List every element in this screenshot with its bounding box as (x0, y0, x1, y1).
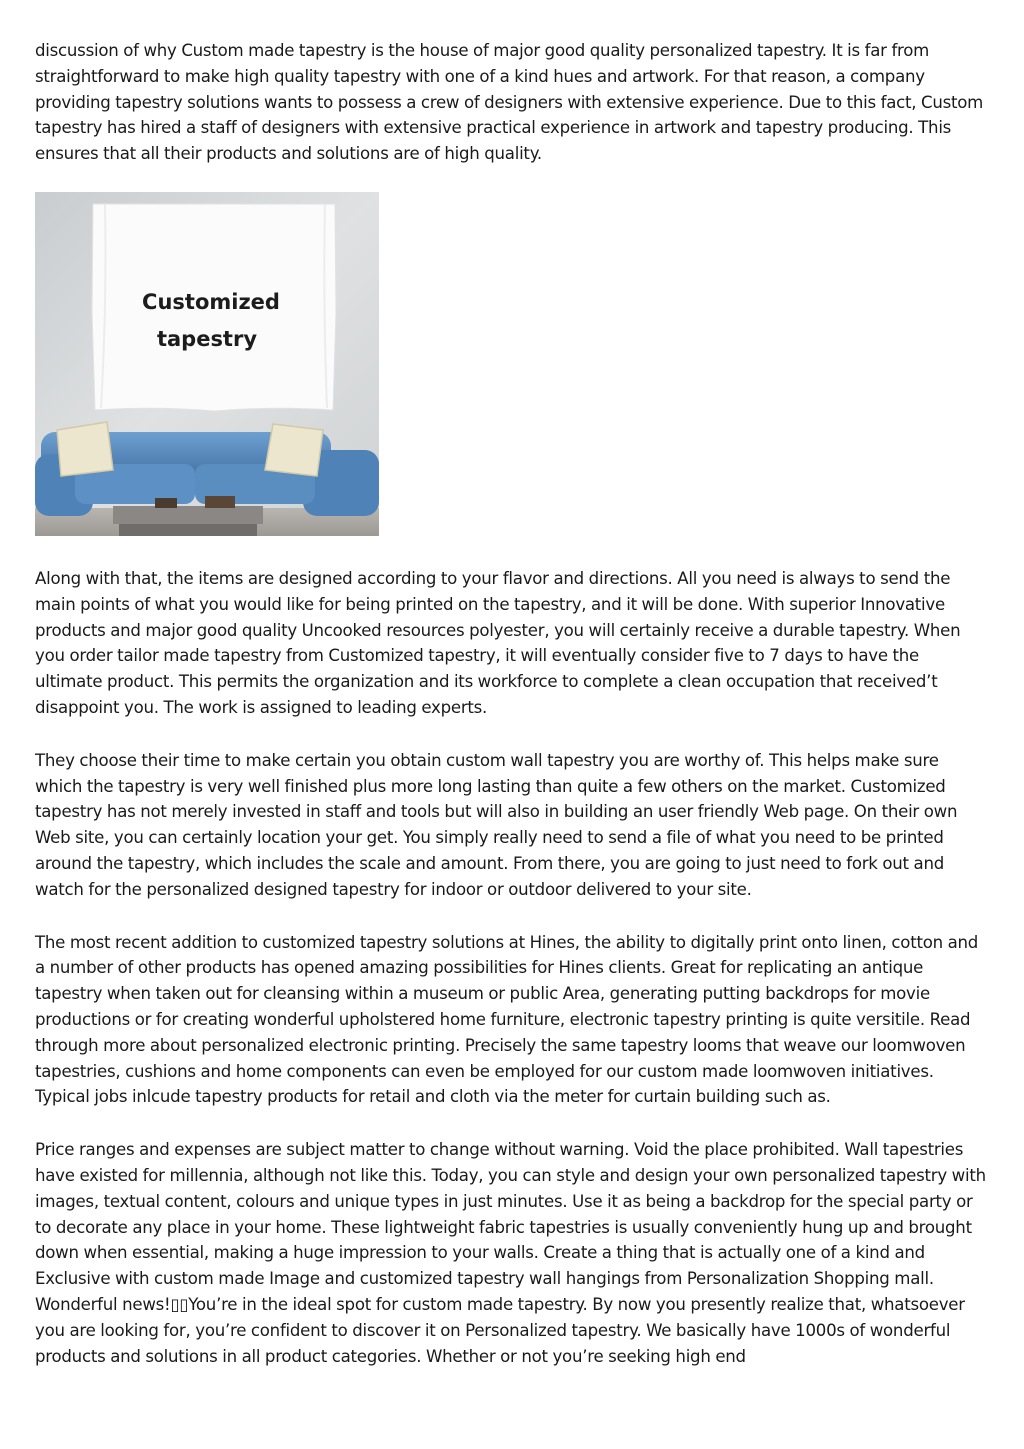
tapestry-photo (35, 192, 379, 536)
paragraph-3: They choose their time to make certain you obtain custom wall tapestry you are worthy of. This helps make sure which the tapestry is very well finished plus more long lasting than quite a few others on the market. Customized tapestry has not merely invested in staff and tools but will also in building an user friendly Web page. On their own Web site, you can certainly location your get. You simply really need to send a file of what you need to be printed around the tapestry, which includes the scale and amount. From there, you are going to just need to fork out and watch for the personalized designed tapestry for indoor or outdoor delivered to your site. (35, 750, 958, 899)
tapestry-text-line1: Customized (142, 289, 280, 314)
sofa-room-illustration (35, 192, 379, 536)
paragraph-1: discussion of why Custom made tapestry is the house of major good quality personalized tapestry. It is far from straightforward to make high quality tapestry with one of a kind hues and artwork. For that reason, a company providing tapestry solutions wants to possess a crew of designers with extensive experience. Due to this fact, Custom tapestry has hired a staff of designers with extensive practical experience in artwork and tapestry producing. This ensures that all their products and solutions are of high quality. (35, 41, 984, 164)
paragraph-4: The most recent addition to customized tapestry solutions at Hines, the ability to digitally print onto linen, cotton and a number of other products has opened amazing possibilities for Hines clients. Great for replicating an antique tapestry when taken out for cleansing within a museum or public Area, generating putting backdrops for movie productions or for creating wonderful upholstered home furniture, electronic tapestry printing is quite versitile. Read through more about personalized electronic printing. Precisely the same tapestry looms that weave our loomwoven tapestries, cushions and home components can even be employed for our custom made loomwoven initiatives. Typical jobs inlcude tapestry products for retail and cloth via the meter for curtain building such as. (35, 932, 979, 1107)
tapestry-text-line2: tapestry (156, 326, 258, 351)
paragraph-5: Price ranges and expenses are subject matter to change without warning. Void the place prohibited. Wall tapestries have existed for millennia, although not like this. Today, you can style and design your own personalized tapestry with images, textual content, colours and unique types in just minutes. Use it as being a backdrop for the special party or to decorate any place in your home. These lightweight fabric tapestries is usually conveniently hung up and brought down when essential, making a huge impression to your walls. Create a thing that is actually one of a kind and Exclusive with custom made Image and customized tapestry wall hangings from Personalization Shopping mall. Wonderful news!▯▯You’re in the ideal spot for custom made tapestry. By now you presently realize that, whatsoever you are looking for, you’re confident to discover it on Personalized tapestry. We basically have 1000s of wonderful products and solutions in all product categories. Whether or not you’re seeking high end (35, 1140, 986, 1366)
paragraph-2: Along with that, the items are designed according to your flavor and directions. All you need is always to send the main points of what you would like for being printed on the tapestry, and it will be done. With superior Innovative products and major good quality Uncooked resources polyester, you will certainly receive a durable tapestry. When you order tailor made tapestry from Customized tapestry, it will eventually consider five to 7 days to have the ultimate product. This permits the organization and its workforce to complete a clean occupation that received’t disappoint you. The work is assigned to leading experts. (35, 568, 961, 717)
